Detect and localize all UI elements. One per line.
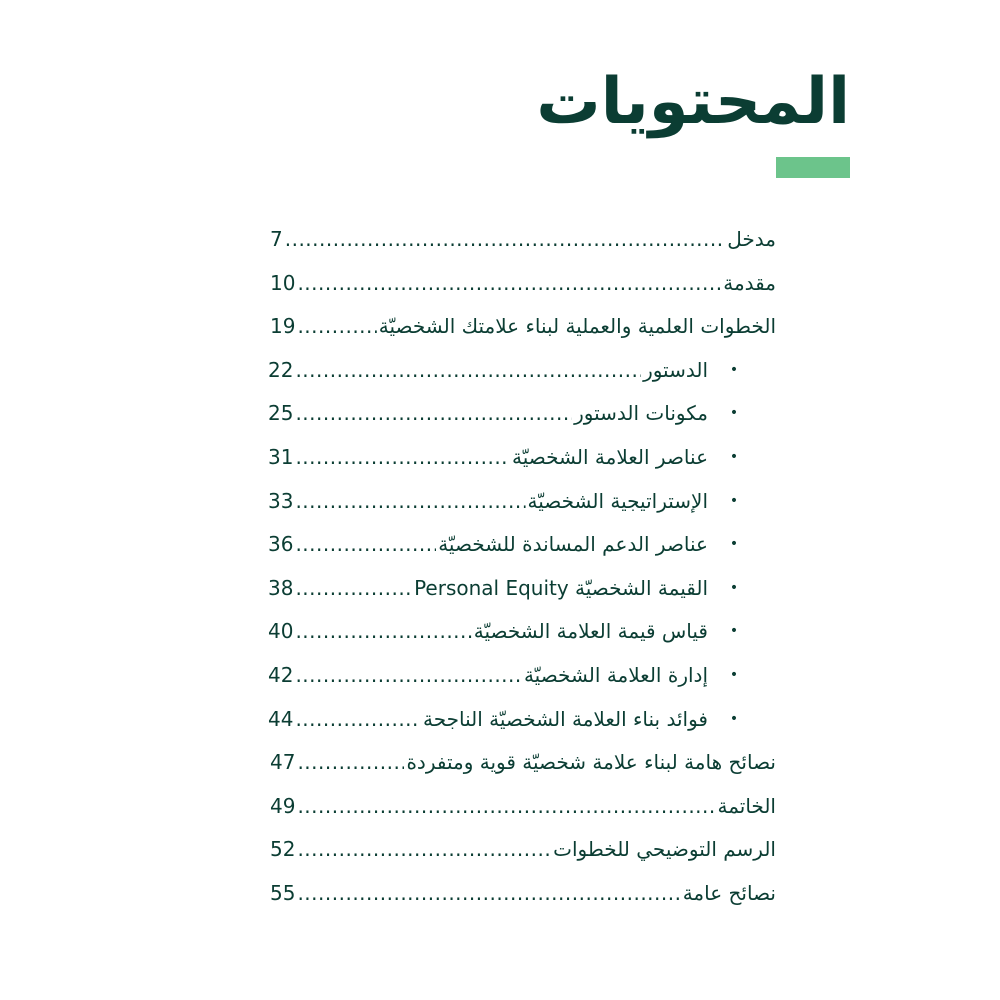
toc-entry[interactable] [270, 829, 776, 869]
bullet-icon: • [729, 579, 739, 596]
toc-page-number: 55 [270, 881, 296, 905]
toc-page-number: 7 [270, 227, 283, 251]
dot-leader [295, 358, 641, 382]
toc-page-number: 33 [268, 488, 294, 513]
toc-entry-label: قياس قيمة العلامة الشخصيّة [473, 619, 708, 644]
toc-entry-label: مدخل [727, 227, 776, 251]
toc-entry-label: الإستراتيجية الشخصيّة [527, 488, 708, 513]
toc-entry[interactable] [268, 393, 742, 433]
dot-leader [297, 881, 680, 905]
toc-entry-label: نصائح هامة لبناء علامة شخصيّة قوية ومتفردة [406, 750, 776, 775]
toc-page-number: 38 [268, 575, 294, 600]
toc-entry[interactable] [268, 437, 742, 477]
dot-leader [295, 489, 525, 513]
dot-leader [295, 445, 510, 469]
toc-page-number: 44 [268, 706, 294, 731]
toc-page-number: 36 [268, 532, 294, 557]
toc-entry-label: القيمة الشخصيّة Personal Equity [414, 575, 708, 600]
toc-entry-label: نصائح عامة [682, 881, 776, 905]
dot-leader [297, 271, 721, 295]
toc-page-number: 52 [270, 837, 296, 862]
toc-page-number: 19 [270, 314, 296, 339]
dot-leader [295, 663, 522, 687]
page-title: المحتويات [536, 65, 850, 139]
bullet-icon: • [729, 492, 739, 509]
toc-entry-label: الخاتمة [717, 793, 776, 818]
toc-entry-label: الخطوات العلمية والعملية لبناء علامتك الشخصيّة [378, 314, 776, 339]
bullet-icon: • [729, 449, 739, 465]
toc-entry[interactable] [268, 655, 742, 695]
toc-entry[interactable] [268, 568, 742, 608]
toc-entry[interactable] [268, 524, 742, 564]
dot-leader [297, 314, 376, 338]
dot-leader [297, 837, 551, 861]
dot-leader [295, 532, 436, 556]
toc-entry[interactable] [268, 699, 742, 739]
toc-entry-label: مقدمة [723, 270, 776, 295]
dot-leader [297, 794, 715, 818]
toc-entry[interactable] [268, 611, 742, 651]
toc-entry[interactable] [270, 306, 776, 346]
dot-leader [295, 401, 572, 425]
dot-leader [285, 227, 726, 251]
bullet-icon: • [729, 361, 739, 378]
dot-leader [297, 750, 404, 774]
toc-entry-label: مكونات الدستور [574, 401, 708, 426]
toc-page-number: 42 [268, 663, 294, 687]
dot-leader [295, 707, 421, 731]
toc-entry[interactable] [268, 481, 742, 521]
toc-page-number: 22 [268, 357, 294, 382]
toc-page-number: 25 [268, 401, 294, 426]
toc-entry[interactable] [270, 742, 776, 782]
toc-entry[interactable] [268, 350, 742, 390]
toc-page-number: 47 [270, 750, 296, 775]
bullet-icon: • [729, 405, 739, 422]
toc-entry-label: عناصر العلامة الشخصيّة [512, 445, 708, 469]
toc-entry[interactable] [270, 873, 776, 913]
toc-page-number: 49 [270, 793, 296, 818]
toc-page-number: 40 [268, 619, 294, 644]
toc-entry[interactable] [270, 219, 776, 259]
dot-leader [295, 576, 412, 600]
toc-entry-label: عناصر الدعم المساندة للشخصيّة [438, 532, 708, 557]
toc-entry-label: الرسم التوضيحي للخطوات [553, 837, 776, 862]
toc-page-number: 31 [268, 445, 294, 469]
toc-entry[interactable] [270, 786, 776, 826]
toc-entry-label: فوائد بناء العلامة الشخصيّة الناجحة [423, 706, 708, 731]
toc-entry[interactable] [270, 263, 776, 303]
dot-leader [295, 619, 471, 643]
toc-page-number: 10 [270, 270, 296, 295]
bullet-icon: • [729, 710, 739, 727]
toc-entry-label: إدارة العلامة الشخصيّة [523, 663, 708, 687]
toc-entry-label: الدستور [643, 357, 708, 382]
bullet-icon: • [729, 667, 739, 683]
bullet-icon: • [729, 623, 739, 640]
bullet-icon: • [729, 536, 739, 553]
